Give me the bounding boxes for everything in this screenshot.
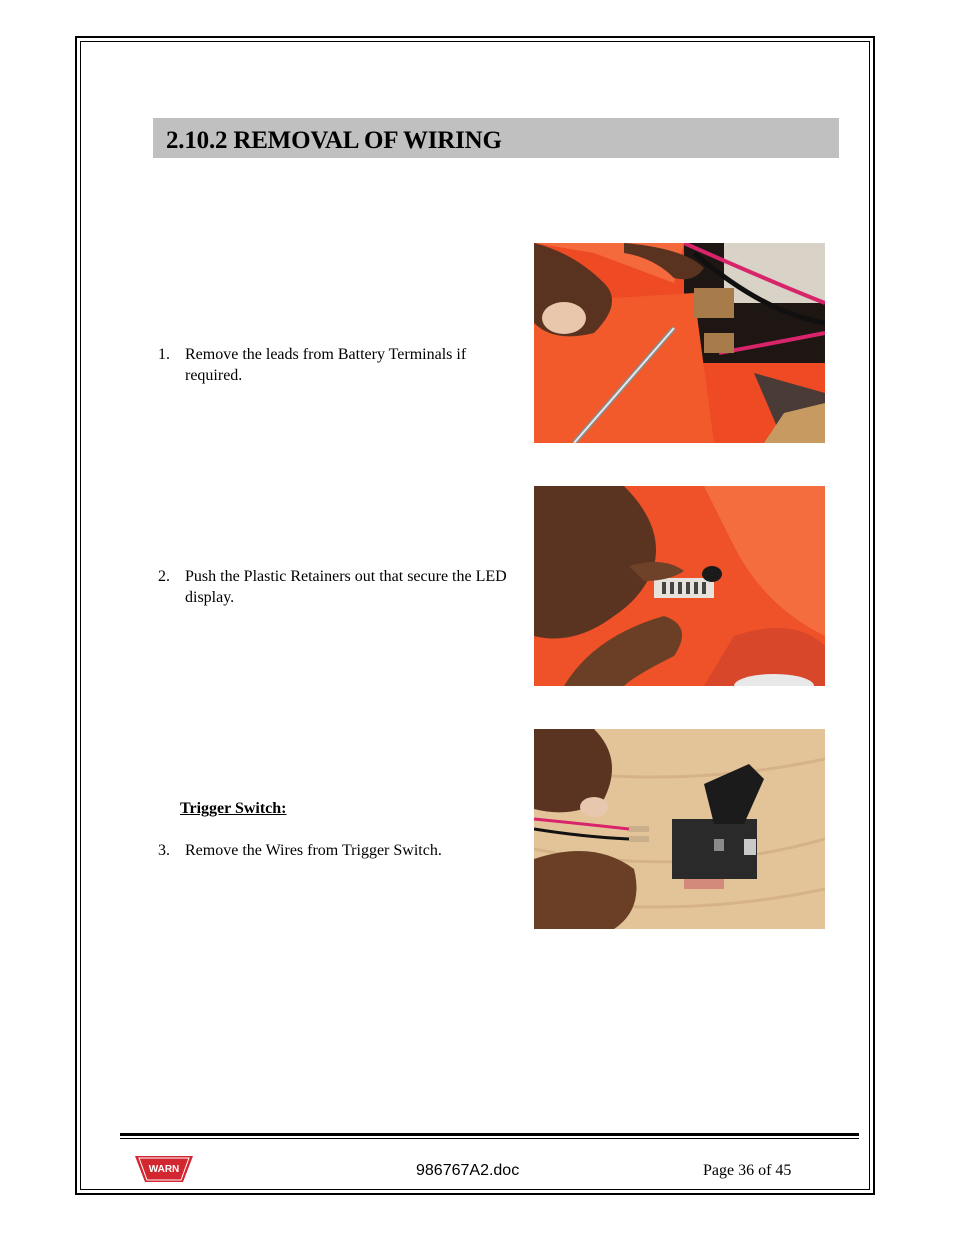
warn-logo	[133, 1154, 195, 1184]
footer-rule-thick	[120, 1133, 859, 1136]
step-1-number: 1.	[158, 346, 170, 363]
logo-text: WARN	[148, 1164, 180, 1175]
trigger-switch-wires-photo	[534, 729, 825, 929]
section-heading-text: 2.10.2 REMOVAL OF WIRING	[166, 127, 502, 154]
section-heading	[153, 118, 839, 158]
step-2-text: Push the Plastic Retainers out that secure the LED display.	[185, 568, 507, 606]
trigger-switch-subheading: Trigger Switch:	[180, 800, 287, 817]
battery-terminal-screwdriver-photo	[534, 243, 825, 443]
led-display-retainer-photo	[534, 486, 825, 686]
step-3-text: Remove the Wires from Trigger Switch.	[185, 842, 442, 859]
step-1-text: Remove the leads from Battery Terminals if required.	[185, 346, 467, 384]
step-2-number: 2.	[158, 568, 170, 585]
page-number: Page 36 of 45	[703, 1162, 792, 1179]
step-3-number: 3.	[158, 842, 170, 859]
footer-rule-thin	[120, 1138, 859, 1139]
document-name: 986767A2.doc	[416, 1162, 520, 1179]
